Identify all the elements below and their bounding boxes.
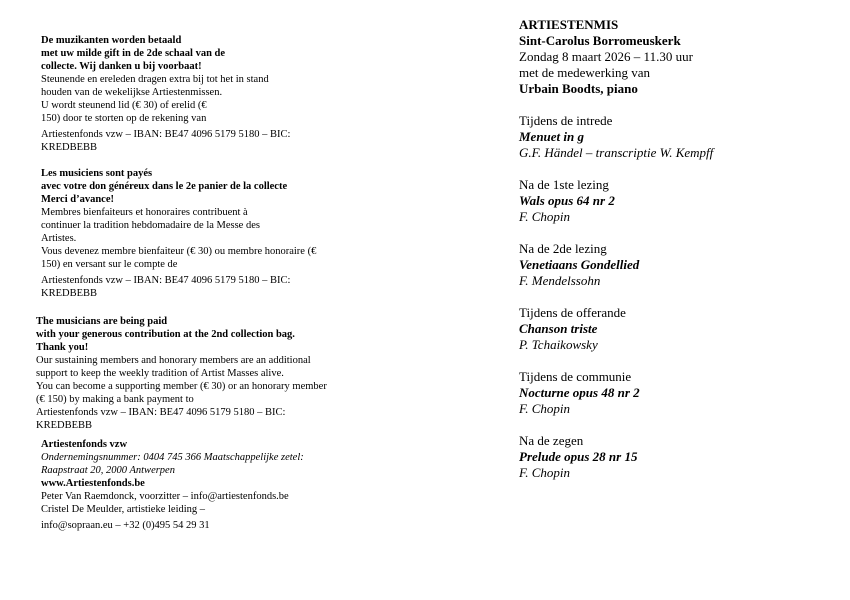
french-heading-line: Merci d’avance! (41, 194, 114, 205)
program-item (519, 241, 829, 289)
program-composer: F. Chopin (519, 465, 571, 480)
english-text-line: You can become a supporting member (€ 30) or an honorary member (36, 381, 327, 392)
contact-line: Cristel De Meulder, artistieke leiding – (41, 504, 206, 515)
dutch-text-line: 150) door te storten op de rekening van (41, 113, 207, 124)
french-notice (41, 167, 341, 300)
program-composer: G.F. Händel – transcriptie W. Kempff (519, 145, 714, 160)
dutch-bic-line: KREDBEBB (41, 142, 98, 153)
english-heading-line: with your generous contribution at the 2nd collection bag. (36, 329, 295, 340)
english-bic-line: KREDBEBB (36, 420, 93, 431)
program-moment: Na de 2de lezing (519, 241, 607, 256)
program-piece: Chanson triste (519, 321, 598, 336)
page-title: ARTIESTENMIS (519, 17, 619, 32)
program-piece: Menuet in g (519, 129, 585, 144)
program-item (519, 305, 829, 353)
dutch-heading-line: De muzikanten worden betaald (41, 35, 182, 46)
dutch-text-line: Steunende en ereleden dragen extra bij tot het in stand (41, 74, 269, 85)
program-piece: Prelude opus 28 nr 15 (519, 449, 638, 464)
program-composer: F. Mendelssohn (519, 273, 601, 288)
french-heading-line: Les musiciens sont payés (41, 168, 153, 179)
dutch-notice (41, 34, 341, 154)
english-notice (36, 315, 356, 432)
program-item (519, 113, 829, 161)
program-piece: Venetiaans Gondellied (519, 257, 640, 272)
contact-line: Peter Van Raemdonck, voorzitter – info@artiestenfonds.be (41, 491, 289, 502)
program-piece: Wals opus 64 nr 2 (519, 193, 615, 208)
program-moment: Tijdens de offerande (519, 305, 626, 320)
program-column (519, 17, 829, 481)
french-heading-line: avec votre don généreux dans le 2e panier de la collecte (41, 181, 288, 192)
dutch-iban-line: Artiestenfonds vzw – IBAN: BE47 4096 5179 5180 – BIC: (41, 129, 291, 140)
church-name: Sint-Carolus Borromeuskerk (519, 33, 681, 48)
english-text-line: Our sustaining members and honorary members are an additional (36, 355, 311, 366)
program-item (519, 433, 829, 481)
program-piece: Nocturne opus 48 nr 2 (519, 385, 640, 400)
english-text-line: support to keep the weekly tradition of Artist Masses alive. (36, 368, 284, 379)
english-heading-line: The musicians are being paid (36, 316, 168, 327)
french-text-line: continuer la tradition hebdomadaire de la Messe des (41, 220, 260, 231)
french-text-line: Vous devenez membre bienfaiteur (€ 30) ou membre honoraire (€ (41, 246, 317, 257)
program-moment: Na de zegen (519, 433, 584, 448)
french-text-line: Membres bienfaiteurs et honoraires contribuent à (41, 207, 248, 218)
company-number-line: Ondernemingsnummer: 0404 745 366 Maatschappelijke zetel: (41, 452, 304, 463)
english-text-line: (€ 150) by making a bank payment to (36, 394, 194, 405)
french-bic-line: KREDBEBB (41, 288, 98, 299)
french-iban-line: Artiestenfonds vzw – IBAN: BE47 4096 5179 5180 – BIC: (41, 275, 291, 286)
organization-name: Artiestenfonds vzw (41, 439, 128, 450)
program-composer: P. Tchaikowsky (519, 337, 598, 352)
performer-name: Urbain Boodts, piano (519, 81, 638, 96)
organization-info (41, 438, 341, 532)
dutch-heading-line: collecte. Wij danken u bij voorbaat! (41, 61, 202, 72)
french-text-line: Artistes. (41, 233, 77, 244)
with-label: met de medewerking van (519, 65, 651, 80)
english-iban-line: Artiestenfonds vzw – IBAN: BE47 4096 5179 5180 – BIC: (36, 407, 286, 418)
dutch-text-line: U wordt steunend lid (€ 30) of erelid (€ (41, 100, 207, 111)
dutch-text-line: houden van de wekelijkse Artiestenmissen. (41, 87, 223, 98)
french-text-line: 150) en versant sur le compte de (41, 259, 178, 270)
address-line: Raapstraat 20, 2000 Antwerpen (41, 465, 175, 476)
program-moment: Na de 1ste lezing (519, 177, 609, 192)
english-heading-line: Thank you! (36, 342, 89, 353)
program-item (519, 369, 829, 417)
program-composer: F. Chopin (519, 401, 571, 416)
program-composer: F. Chopin (519, 209, 571, 224)
event-date: Zondag 8 maart 2026 – 11.30 uur (519, 49, 693, 64)
dutch-heading-line: met uw milde gift in de 2de schaal van de (41, 48, 226, 59)
website-link[interactable]: www.Artiestenfonds.be (41, 478, 145, 489)
program-moment: Tijdens de intrede (519, 113, 613, 128)
program-moment: Tijdens de communie (519, 369, 632, 384)
program-item (519, 177, 829, 225)
contact-line: info@sopraan.eu – +32 (0)495 54 29 31 (41, 520, 210, 531)
